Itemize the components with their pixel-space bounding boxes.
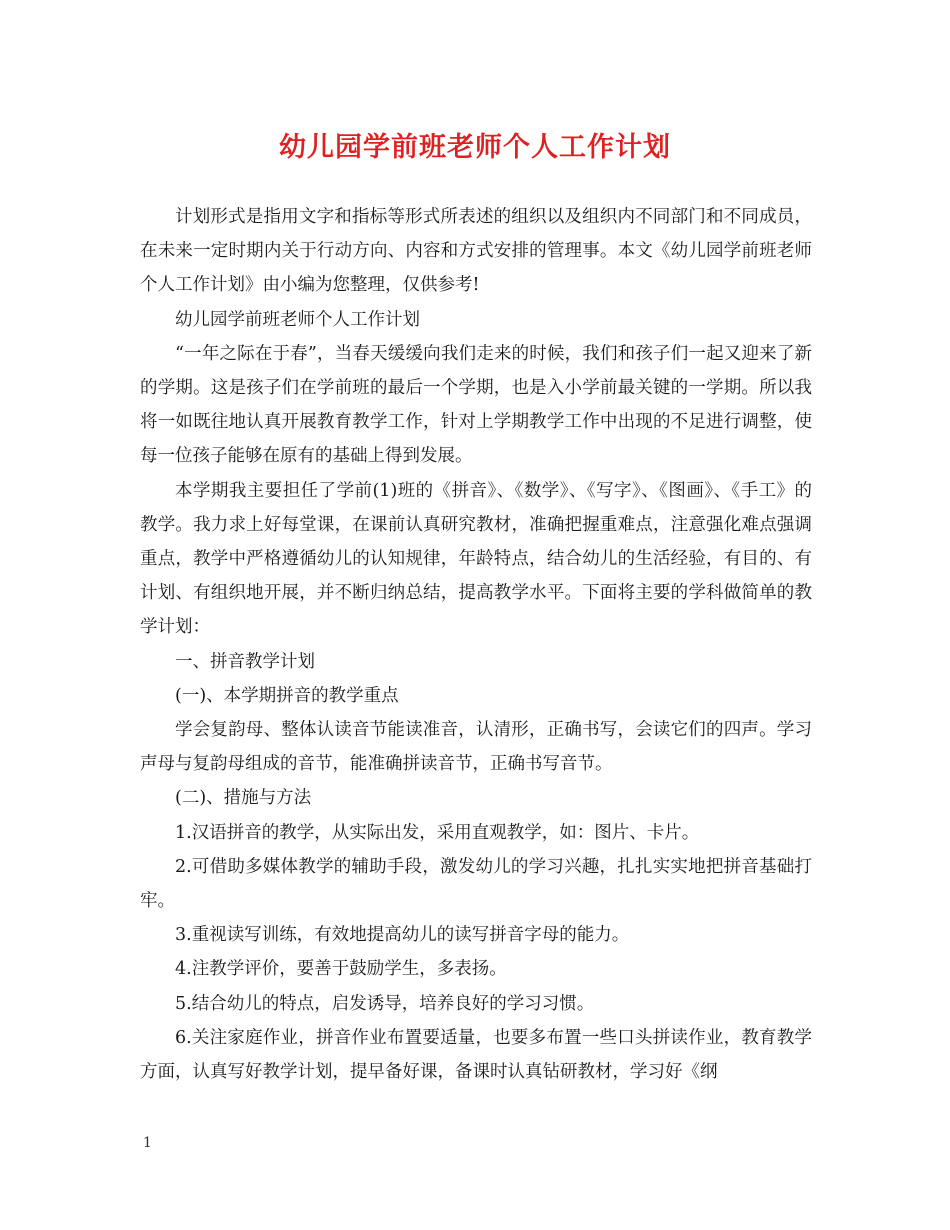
paragraph-subjects: 本学期我主要担任了学前(1)班的《拼音》、《数学》、《写字》、《图画》、《手工》的教学。我力求上好每堂课，在课前认真研究教材，准确把握重难点，注意强化难点强调重点，教学中严格遵循幼儿的认知规律，年龄特点，结合幼儿的生活经验，有目的、有计划、有组织地开展，并不断归纳总结，提高教学水平。下面将主要的学科做简单的教学计划：: [140, 480, 812, 638]
list-item-measure-3: 3.重视读写训练，有效地提高幼儿的读写拼音字母的能力。: [175, 925, 630, 946]
list-item-measure-6: 6.关注家庭作业，拼音作业布置要适量，也要多布置一些口头拼读作业，教育教学方面，认真写好教学计划，提早备好课，备课时认真钻研教材，学习好《纲: [140, 1027, 812, 1083]
document-body: [140, 200, 812, 1089]
heading-pinyin-focus: (一)、本学期拼音的教学重点: [175, 685, 399, 706]
list-item-measure-1: 1.汉语拼音的教学，从实际出发，采用直观教学，如：图片、卡片。: [175, 822, 700, 843]
paragraph-subtitle: 幼儿园学前班老师个人工作计划: [175, 309, 420, 330]
paragraph-pinyin-focus: 学会复韵母、整体认读音节能读准音，认清形，正确书写，会读它们的四声。学习声母与复韵母组成的音节，能准确拼读音节，正确书写音节。: [140, 720, 812, 775]
heading-measures: (二)、措施与方法: [175, 788, 312, 809]
paragraph-spring: “一年之际在于春”，当春天缓缓向我们走来的时候，我们和孩子们一起又迎来了新的学期。这是孩子们在学前班的最后一个学期，也是入小学前最关键的一学期。所以我将一如既往地认真开展教育教学工作，针对上学期教学工作中出现的不足进行调整，使每一位孩子能够在原有的基础上得到发展。: [140, 343, 812, 467]
document-title: 幼儿园学前班老师个人工作计划: [279, 132, 671, 163]
list-item-measure-4: 4.注教学评价，要善于鼓励学生，多表扬。: [175, 959, 507, 980]
page-number: 1: [143, 1135, 152, 1151]
paragraph-intro: 计划形式是指用文字和指标等形式所表述的组织以及组织内不同部门和不同成员，在未来一定时期内关于行动方向、内容和方式安排的管理事。本文《幼儿园学前班老师个人工作计划》由小编为您整理，仅供参考!: [140, 207, 812, 296]
heading-pinyin-plan: 一、拼音教学计划: [175, 651, 315, 672]
list-item-measure-5: 5.结合幼儿的特点，启发诱导，培养良好的学习习惯。: [175, 993, 595, 1014]
list-item-measure-2: 2.可借助多媒体教学的辅助手段，激发幼儿的学习兴趣，扎扎实实地把拼音基础打牢。: [140, 856, 812, 912]
